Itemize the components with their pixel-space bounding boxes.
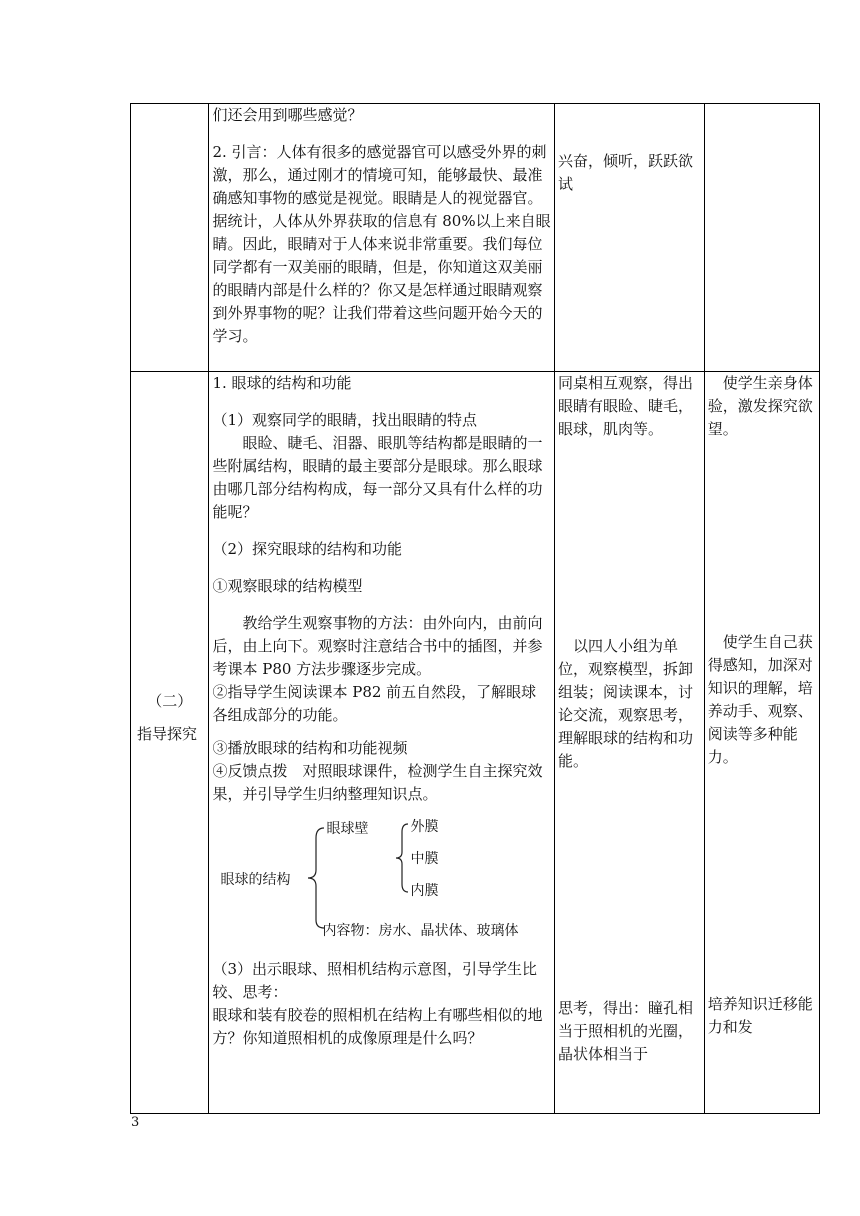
lesson-plan-table (130, 103, 820, 1114)
student-activity-text: 以四人小组为单位，观察模型，拆卸组装；阅读课本，讨论交流，观察思考，理解眼球的结构和功能。 (557, 637, 693, 770)
stage-cell (131, 372, 209, 1114)
subsection-heading: （2）探究眼球的结构和功能 (212, 540, 403, 558)
content-line: ③播放眼球的结构和功能视频 (212, 739, 408, 757)
subsection-heading: （1）观察同学的眼睛，找出眼睛的特点 (212, 411, 478, 429)
design-intent-cell (704, 372, 819, 1114)
subsection-heading: （3）出示眼球、照相机结构示意图，引导学生比较、思考： (212, 960, 538, 1001)
content-paragraph: 教给学生观察事物的方法：由外向内，由前向后，由上向下。观察时注意结合书中的插图，并参考课本 P80 方法步骤逐步完成。 (212, 614, 543, 678)
content-paragraph: ②指导学生阅读课本 P82 前五自然段，了解眼球各组成部分的功能。 (212, 683, 537, 724)
section-heading: 1. 眼球的结构和功能 (212, 374, 352, 392)
content-line: 们还会用到哪些感觉？ (212, 106, 363, 124)
stage-name: 指导探究 (137, 725, 198, 743)
content-paragraph: 眼睑、睫毛、泪器、眼肌等结构都是眼睛的一些附属结构，眼睛的最主要部分是眼球。那么眼球由哪几部分结构构成，每一部分又具有什么样的功能呢？ (212, 434, 543, 521)
diagram-contents-label: 内容物：房水、晶状体、玻璃体 (322, 923, 519, 939)
content-cell (209, 104, 555, 372)
design-intent-text: 使学生亲身体验，激发探究欲望。 (707, 374, 813, 438)
content-cell (209, 372, 555, 1114)
content-paragraph: 眼球和装有胶卷的照相机在结构上有哪些相似的地方？你知道照相机的成像原理是什么吗？ (212, 1006, 543, 1047)
diagram-layer-label: 中膜 (410, 851, 439, 867)
eyeball-structure-diagram (212, 814, 551, 944)
table-row (131, 104, 820, 372)
design-intent-cell (704, 104, 819, 372)
student-activity-text: 思考，得出：瞳孔相当于照相机的光圈，晶状体相当于 (557, 999, 693, 1063)
stage-number: （二） (147, 692, 193, 710)
student-activity-cell (554, 104, 704, 372)
stage-cell (131, 104, 209, 372)
table-row (131, 372, 820, 1114)
subsection-heading: ①观察眼球的结构模型 (212, 577, 363, 595)
content-paragraph: 2. 引言：人体有很多的感觉器官可以感受外界的刺激，那么，通过刚才的情境可知，能够最快、最准确感知事物的感觉是视觉。眼睛是人的视觉器官。据统计，人体从外界获取的信息有 80%以上来自眼睛。因此，眼睛对于人体来说非常重要。我们每位同学都有一双美丽的眼睛，但是，你知道这双美丽的眼睛内部是什么样的？你又是怎样通过眼睛观察到外界事物的呢？让我们带着这些问题开始今天的学习。 (212, 143, 551, 345)
student-activity-text: 同桌相互观察，得出眼睛有眼睑、睫毛，眼球，肌肉等。 (557, 374, 693, 438)
page-number: 3 (131, 1115, 140, 1130)
diagram-layer-label: 外膜 (410, 819, 439, 835)
diagram-layer-label: 内膜 (410, 883, 439, 899)
design-intent-text: 培养知识迁移能力和发 (707, 995, 813, 1036)
student-activity-text: 兴奋，倾听，跃跃欲试 (557, 152, 693, 193)
student-activity-cell (554, 372, 704, 1114)
content-paragraph: ④反馈点拨 对照眼球课件，检测学生自主探究效果，并引导学生归纳整理知识点。 (212, 762, 543, 803)
diagram-wall-label: 眼球壁 (326, 821, 369, 837)
diagram-root-label: 眼球的结构 (220, 872, 291, 888)
design-intent-text: 使学生自己获得感知，加深对知识的理解，培养动手、观察、阅读等多种能力。 (707, 633, 813, 766)
